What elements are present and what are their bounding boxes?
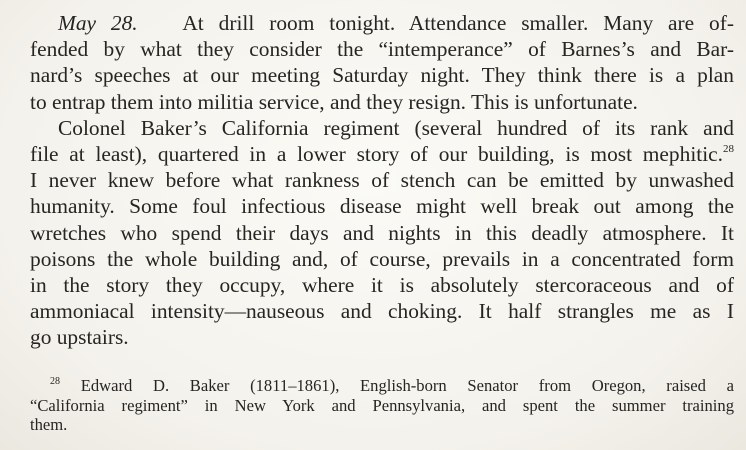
text-line: wretches who spend their days and nights in this deadly atmosphere. It (30, 220, 734, 245)
footnote-line: them. (30, 415, 68, 435)
text-line: ammoniacal intensity—nauseous and choking. It half strangles me as I (30, 299, 734, 324)
text-line: go upstairs. (30, 325, 129, 350)
text-line: At drill room tonight. Attendance smaller. Many are of- (182, 11, 734, 35)
text-line: poisons the whole building and, of course, prevails in a concentrated form (30, 246, 734, 271)
text-line: I never knew before what rankness of stench can be emitted by unwashed (30, 168, 734, 193)
text-line: file at least), quartered in a lower story of our building, is most mephitic. (30, 142, 723, 167)
diary-text (30, 10, 734, 351)
text-line: fended by what they consider the “intemperance” of Barnes’s and Bar- (30, 37, 734, 62)
footnote-line: Edward D. Baker (1811–1861), English-born Senator from Oregon, raised a (80, 376, 734, 395)
text-line-with-note (30, 141, 734, 167)
entry-date: May 28. (58, 11, 138, 35)
text-line: to entrap them into militia service, and they resign. This is unfortunate. (30, 89, 638, 114)
text-line: in the story they occupy, where it is absolutely stercoraceous and of (30, 273, 734, 298)
footnote (30, 376, 734, 435)
text-line: humanity. Some foul infectious disease might well break out among the (30, 194, 734, 219)
footnote-line: “California regiment” in New York and Pennsylvania, and spent the summer training (30, 395, 734, 415)
footnote-reference: 28 (723, 143, 734, 156)
footnote-number: 28 (50, 376, 60, 387)
entry-first-line (30, 10, 734, 36)
footnote-first-line (30, 376, 734, 396)
text-line: Colonel Baker’s California regiment (several hundred of its rank and (58, 115, 734, 140)
text-line: nard’s speeches at our meeting Saturday night. They think there is a plan (30, 63, 734, 88)
